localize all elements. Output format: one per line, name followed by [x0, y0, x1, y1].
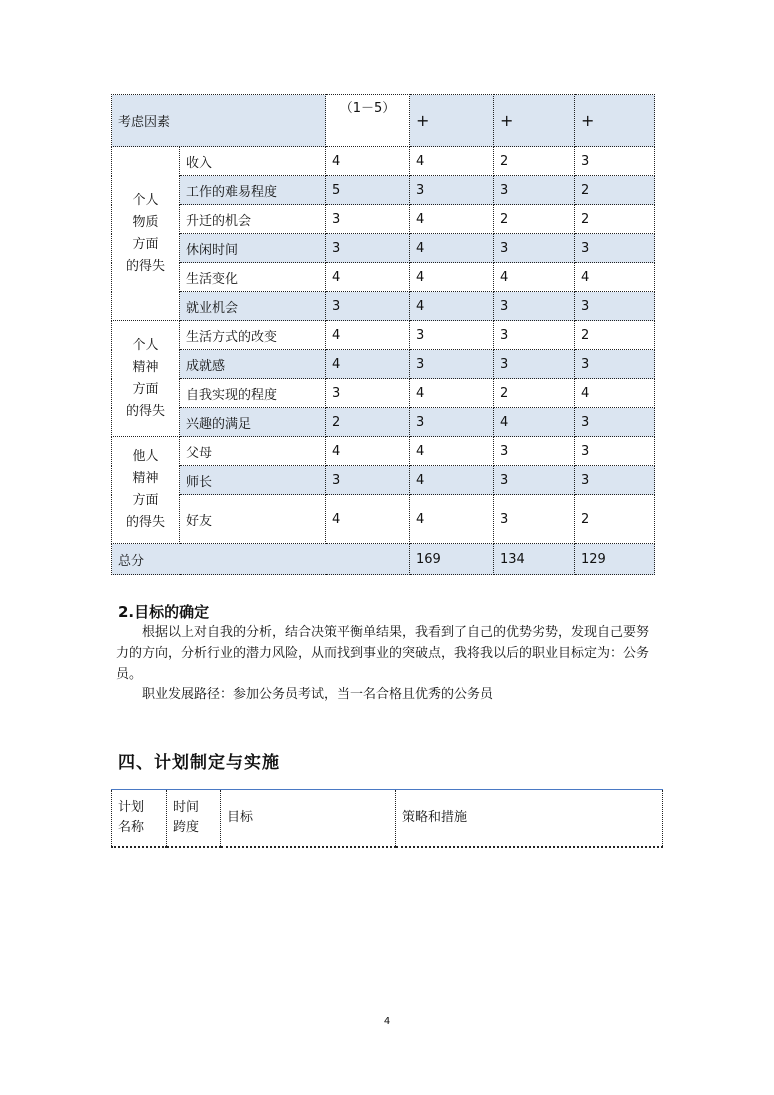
row-weight: 4: [326, 495, 410, 544]
row-score-a: 4: [410, 495, 494, 544]
row-score-a: 4: [410, 205, 494, 234]
row-score-a: 4: [410, 379, 494, 408]
row-score-a: 4: [410, 292, 494, 321]
total-score-a: 169: [410, 544, 494, 575]
row-weight: 3: [326, 205, 410, 234]
header-factor: 考虑因素: [112, 95, 326, 147]
row-score-a: 3: [410, 408, 494, 437]
row-score-b: 3: [494, 234, 575, 263]
row-score-c: 3: [575, 408, 655, 437]
row-item: 成就感: [180, 350, 326, 379]
plan-col-timespan: 时间 跨度: [167, 790, 221, 848]
row-weight: 4: [326, 437, 410, 466]
row-item: 师长: [180, 466, 326, 495]
row-weight: 4: [326, 350, 410, 379]
row-score-c: 4: [575, 263, 655, 292]
header-plus-2: +: [494, 95, 575, 147]
table-header-row: [112, 95, 655, 147]
row-item: 生活方式的改变: [180, 321, 326, 350]
row-score-c: 3: [575, 437, 655, 466]
row-weight: 3: [326, 466, 410, 495]
row-score-b: 3: [494, 292, 575, 321]
group-label-personal-material: 个人 物质 方面 的得失: [112, 147, 180, 321]
row-score-c: 2: [575, 495, 655, 544]
row-score-b: 4: [494, 408, 575, 437]
row-score-b: 4: [494, 263, 575, 292]
row-item: 自我实现的程度: [180, 379, 326, 408]
header-plus-3: +: [575, 95, 655, 147]
plan-header-row: [112, 790, 663, 848]
table-row: [112, 292, 655, 321]
table-row: [112, 408, 655, 437]
plan-col-goal: 目标: [221, 790, 396, 848]
row-weight: 4: [326, 263, 410, 292]
plan-col-strategy: 策略和措施: [396, 790, 663, 848]
table-row: [112, 466, 655, 495]
row-weight: 5: [326, 176, 410, 205]
row-score-c: 3: [575, 234, 655, 263]
table-row: [112, 495, 655, 544]
row-score-b: 2: [494, 379, 575, 408]
row-score-a: 3: [410, 321, 494, 350]
row-score-c: 3: [575, 147, 655, 176]
chapter-heading-plan: 四、计划制定与实施: [118, 753, 280, 773]
table-row: [112, 321, 655, 350]
table-row: [112, 437, 655, 466]
row-weight: 3: [326, 379, 410, 408]
header-weight: （1－5）: [326, 95, 410, 147]
header-plus-1: +: [410, 95, 494, 147]
row-item: 休闲时间: [180, 234, 326, 263]
decision-balance-table: [111, 94, 655, 575]
table-row: [112, 263, 655, 292]
row-item: 升迁的机会: [180, 205, 326, 234]
row-score-c: 2: [575, 205, 655, 234]
row-score-a: 4: [410, 263, 494, 292]
row-score-c: 2: [575, 176, 655, 205]
row-score-c: 3: [575, 292, 655, 321]
row-score-c: 3: [575, 350, 655, 379]
total-score-c: 129: [575, 544, 655, 575]
row-item: 收入: [180, 147, 326, 176]
row-weight: 3: [326, 234, 410, 263]
row-weight: 4: [326, 147, 410, 176]
row-item: 父母: [180, 437, 326, 466]
table-row: [112, 350, 655, 379]
row-score-b: 3: [494, 321, 575, 350]
table-row: [112, 379, 655, 408]
row-item: 工作的难易程度: [180, 176, 326, 205]
row-score-b: 3: [494, 350, 575, 379]
row-score-a: 3: [410, 176, 494, 205]
row-score-c: 2: [575, 321, 655, 350]
row-item: 生活变化: [180, 263, 326, 292]
section-heading-goal: 2.目标的确定: [118, 603, 210, 621]
row-weight: 4: [326, 321, 410, 350]
row-score-b: 3: [494, 466, 575, 495]
total-row: [112, 544, 655, 575]
row-score-a: 4: [410, 147, 494, 176]
table-row: [112, 205, 655, 234]
row-score-b: 3: [494, 437, 575, 466]
total-score-b: 134: [494, 544, 575, 575]
row-item: 好友: [180, 495, 326, 544]
page-number: 4: [383, 1016, 391, 1027]
row-score-a: 4: [410, 437, 494, 466]
row-score-c: 3: [575, 466, 655, 495]
table-row: [112, 176, 655, 205]
group-label-personal-spiritual: 个人 精神 方面 的得失: [112, 321, 180, 437]
career-path-paragraph: 职业发展路径：参加公务员考试，当一名合格且优秀的公务员: [142, 687, 494, 702]
group-label-others-spiritual: 他人 精神 方面 的得失: [112, 437, 180, 544]
row-score-a: 4: [410, 466, 494, 495]
row-score-a: 4: [410, 234, 494, 263]
row-score-c: 4: [575, 379, 655, 408]
row-score-b: 3: [494, 176, 575, 205]
plan-table: [111, 789, 663, 848]
goal-paragraph: 根据以上对自我的分析，结合决策平衡单结果，我看到了自己的优势劣势，发现自己要努力的方向，分析行业的潜力风险，从而找到事业的突破点，我将我以后的职业目标定为：公务员。: [116, 625, 650, 682]
row-weight: 2: [326, 408, 410, 437]
row-score-b: 3: [494, 495, 575, 544]
row-weight: 3: [326, 292, 410, 321]
row-score-a: 3: [410, 350, 494, 379]
row-score-b: 2: [494, 147, 575, 176]
total-label: 总分: [112, 544, 410, 575]
table-row: [112, 147, 655, 176]
row-score-b: 2: [494, 205, 575, 234]
row-item: 就业机会: [180, 292, 326, 321]
table-row: [112, 234, 655, 263]
plan-col-name: 计划 名称: [112, 790, 167, 848]
row-item: 兴趣的满足: [180, 408, 326, 437]
